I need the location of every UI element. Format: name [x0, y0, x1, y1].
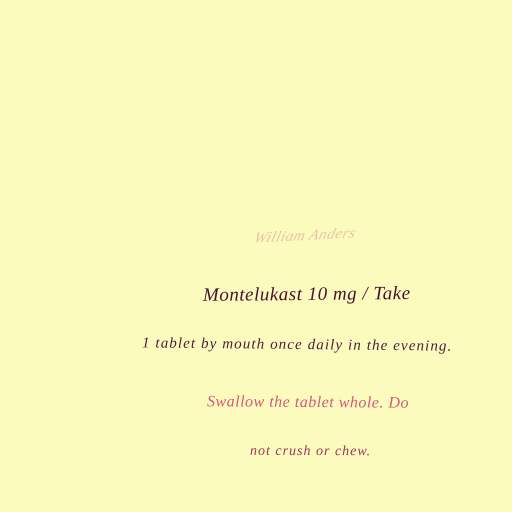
- swallowing-instruction-line-continued: not crush or chew.: [249, 443, 372, 460]
- dosage-instruction-line: 1 tablet by mouth once daily in the evening.: [141, 335, 453, 355]
- swallowing-instruction-line: Swallow the tablet whole. Do: [206, 393, 410, 412]
- handwritten-signature: William Anders: [252, 225, 358, 247]
- medication-line: Montelukast 10 mg / Take: [202, 283, 411, 306]
